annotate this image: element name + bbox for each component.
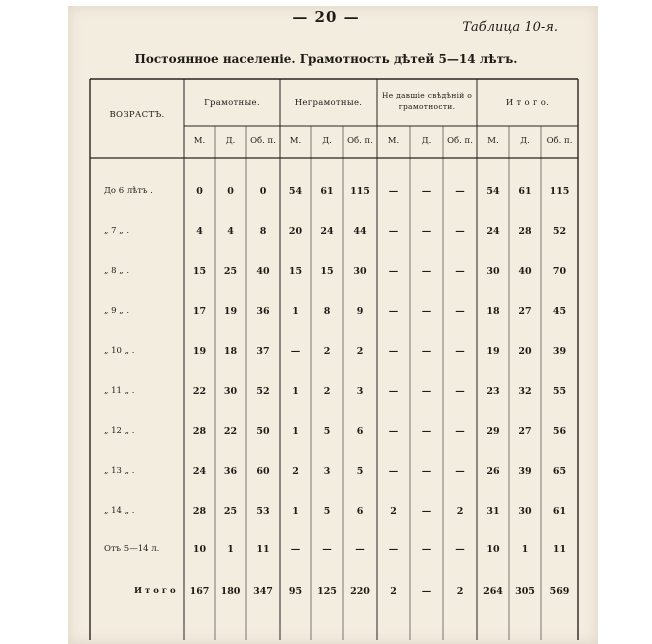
table-cell: — (388, 226, 399, 237)
table-cell: 52 (552, 226, 567, 237)
table-cell: 19 (192, 346, 207, 357)
table-cell: 1 (292, 306, 299, 317)
table-cell: — (421, 306, 432, 317)
table-cell: 40 (256, 266, 270, 277)
table-cell: 53 (256, 506, 270, 517)
table-cell: 36 (256, 306, 270, 317)
table-cell: 11 (552, 544, 567, 555)
table-cell: 37 (256, 346, 270, 357)
table-cell: 29 (486, 426, 500, 437)
column-subheader: Об. п. (546, 136, 573, 146)
table-cell: 4 (227, 226, 234, 237)
table-title: Постоянное населеніе. Грамотность дѣтей 5—14 лѣтъ. (134, 52, 518, 66)
table-cell: 30 (223, 386, 238, 397)
table-cell: — (421, 506, 432, 517)
table-cell: — (455, 226, 465, 237)
table-cell: 1 (227, 544, 234, 555)
column-subheader: Д. (520, 136, 530, 146)
table-cell: 15 (288, 266, 303, 277)
table-cell: 45 (552, 306, 567, 317)
table-cell: 2 (323, 386, 331, 397)
table-cell: — (388, 306, 399, 317)
table-number: Таблица 10-я. (462, 20, 558, 35)
table-cell: — (421, 466, 432, 477)
total-cell: 305 (515, 586, 535, 597)
table-cell: 19 (486, 346, 500, 357)
table-cell: — (421, 226, 432, 237)
table-cell: 61 (518, 186, 532, 197)
table-cell: 56 (552, 426, 567, 437)
column-subheader: М. (289, 136, 302, 146)
table-cell: 2 (323, 346, 331, 357)
table-cell: 25 (223, 506, 238, 517)
table-cell: 10 (192, 544, 207, 555)
row-age-label: „ 7 „ . (104, 226, 130, 236)
table-cell: — (388, 186, 399, 197)
total-cell: 220 (350, 586, 370, 597)
table-cell: — (290, 346, 301, 357)
page-number: — 20 — (292, 8, 360, 26)
table-cell: 65 (552, 466, 567, 477)
table-cell: 1 (521, 544, 529, 555)
table-cell: 5 (323, 506, 331, 517)
table-cell: — (421, 186, 432, 197)
table-cell: — (455, 186, 465, 197)
table-cell: 3 (323, 466, 331, 477)
table-cell: 26 (486, 466, 500, 477)
table-cell: 6 (356, 506, 364, 517)
group-no-info-header: Не давшіе свѣдѣній о грамотности. (381, 91, 473, 111)
table-cell: — (421, 346, 432, 357)
column-subheader: М. (387, 136, 400, 146)
table-cell: 15 (192, 266, 207, 277)
row-age-label: Отъ 5—14 л. (104, 544, 160, 554)
table-cell: 0 (227, 186, 234, 197)
table-cell: 15 (320, 266, 334, 277)
table-cell: 8 (259, 226, 267, 237)
table-cell: 39 (518, 466, 532, 477)
table-cell: 54 (486, 186, 500, 197)
table-cell: 24 (192, 466, 207, 477)
table-cell: — (290, 544, 301, 555)
group-literate-header: Грамотные. (204, 98, 260, 108)
table-cell: 55 (552, 386, 567, 397)
table-cell: — (455, 426, 465, 437)
column-subheader: Д. (322, 136, 332, 146)
column-subheader: Об. п. (447, 136, 473, 146)
table-cell: 32 (518, 386, 532, 397)
table-cell: 27 (518, 426, 532, 437)
table-cell: 30 (518, 506, 532, 517)
total-row-label: И т о г о (134, 586, 176, 596)
table-cell: 18 (486, 306, 500, 317)
table-cell: 2 (292, 466, 299, 477)
table-cell: 30 (353, 266, 367, 277)
total-cell: 95 (288, 586, 303, 597)
group-illiterate-header: Неграмотные. (294, 98, 363, 108)
row-age-label: До 6 лѣтъ . (104, 186, 153, 196)
table-cell: — (421, 544, 432, 555)
table-cell: 2 (356, 346, 364, 357)
row-age-label: „ 11 „ . (104, 386, 135, 396)
table-cell: — (455, 266, 465, 277)
table-cell: 61 (320, 186, 334, 197)
table-cell: 3 (356, 386, 364, 397)
table-cell: 20 (288, 226, 303, 237)
table-cell: — (388, 346, 399, 357)
row-age-label: „ 9 „ . (104, 306, 130, 316)
table-cell: — (455, 346, 465, 357)
table-cell: 36 (223, 466, 238, 477)
table-cell: 39 (552, 346, 567, 357)
table-cell: 28 (518, 226, 532, 237)
table-cell: 19 (223, 306, 238, 317)
table-cell: 52 (256, 386, 270, 397)
table-cell: — (322, 544, 332, 555)
table-cell: 4 (196, 226, 203, 237)
table-cell: 5 (323, 426, 331, 437)
table-cell: 2 (390, 506, 397, 517)
table-cell: 22 (223, 426, 238, 437)
row-age-label: „ 13 „ . (104, 466, 135, 476)
column-subheader: Д. (225, 136, 236, 146)
total-cell: 264 (483, 586, 503, 597)
table-cell: 18 (223, 346, 238, 357)
column-subheader: М. (487, 136, 499, 146)
table-cell: 31 (486, 506, 500, 517)
age-header: ВОЗРАСТЪ. (109, 110, 165, 120)
table-cell: 23 (486, 386, 500, 397)
table-cell: — (455, 386, 465, 397)
table-cell: 30 (486, 266, 500, 277)
table-cell: — (455, 466, 465, 477)
table-cell: 70 (552, 266, 567, 277)
group-total-header: И т о г о. (505, 98, 550, 108)
total-cell: 125 (317, 586, 337, 597)
table-cell: 28 (192, 506, 207, 517)
table-cell: 6 (356, 426, 364, 437)
table-cell: 27 (518, 306, 532, 317)
row-age-label: „ 12 „ . (104, 426, 135, 436)
table-cell: 1 (292, 426, 299, 437)
table-cell: 17 (192, 306, 207, 317)
table-cell: — (388, 544, 399, 555)
row-age-label: „ 10 „ . (104, 346, 135, 356)
table-cell: — (388, 426, 399, 437)
table-cell: — (388, 466, 399, 477)
table-cell: 8 (323, 306, 331, 317)
table-cell: 0 (196, 186, 203, 197)
table-cell: — (355, 544, 365, 555)
total-cell: 180 (220, 586, 241, 597)
row-age-label: „ 14 „ . (104, 506, 135, 516)
total-cell: 569 (549, 586, 570, 597)
table-cell: 9 (356, 306, 364, 317)
table-cell: 1 (292, 386, 299, 397)
total-cell: — (421, 586, 432, 597)
column-subheader: М. (193, 136, 206, 146)
table-cell: — (421, 266, 432, 277)
table-cell: — (455, 544, 465, 555)
total-cell: 2 (456, 586, 464, 597)
table-cell: 20 (518, 346, 532, 357)
table-cell: 61 (552, 506, 567, 517)
table-cell: 22 (192, 386, 207, 397)
total-cell: 347 (253, 586, 273, 597)
table-cell: — (388, 266, 399, 277)
total-cell: 167 (189, 586, 210, 597)
table-cell: 25 (223, 266, 238, 277)
table-cell: 54 (288, 186, 303, 197)
table-cell: 28 (192, 426, 207, 437)
row-age-label: „ 8 „ . (104, 266, 130, 276)
table-cell: 115 (350, 186, 370, 197)
table-cell: 44 (353, 226, 367, 237)
column-subheader: Д. (421, 136, 432, 146)
table-cell: — (421, 426, 432, 437)
table-cell: 60 (256, 466, 270, 477)
column-subheader: Об. п. (250, 136, 276, 146)
table-cell: 40 (518, 266, 532, 277)
table-cell: 50 (256, 426, 270, 437)
table-cell: 11 (256, 544, 270, 555)
table-cell: 2 (456, 506, 464, 517)
column-subheader: Об. п. (347, 136, 373, 146)
table-cell: — (421, 386, 432, 397)
table-cell: 24 (486, 226, 500, 237)
table-cell: 10 (486, 544, 500, 555)
table-cell: 115 (549, 186, 570, 197)
table-cell: — (388, 386, 399, 397)
table-cell: 5 (356, 466, 364, 477)
table-cell: 24 (320, 226, 334, 237)
table-cell: 1 (292, 506, 299, 517)
table-cell: — (455, 306, 465, 317)
total-cell: 2 (390, 586, 397, 597)
table-cell: 0 (259, 186, 267, 197)
